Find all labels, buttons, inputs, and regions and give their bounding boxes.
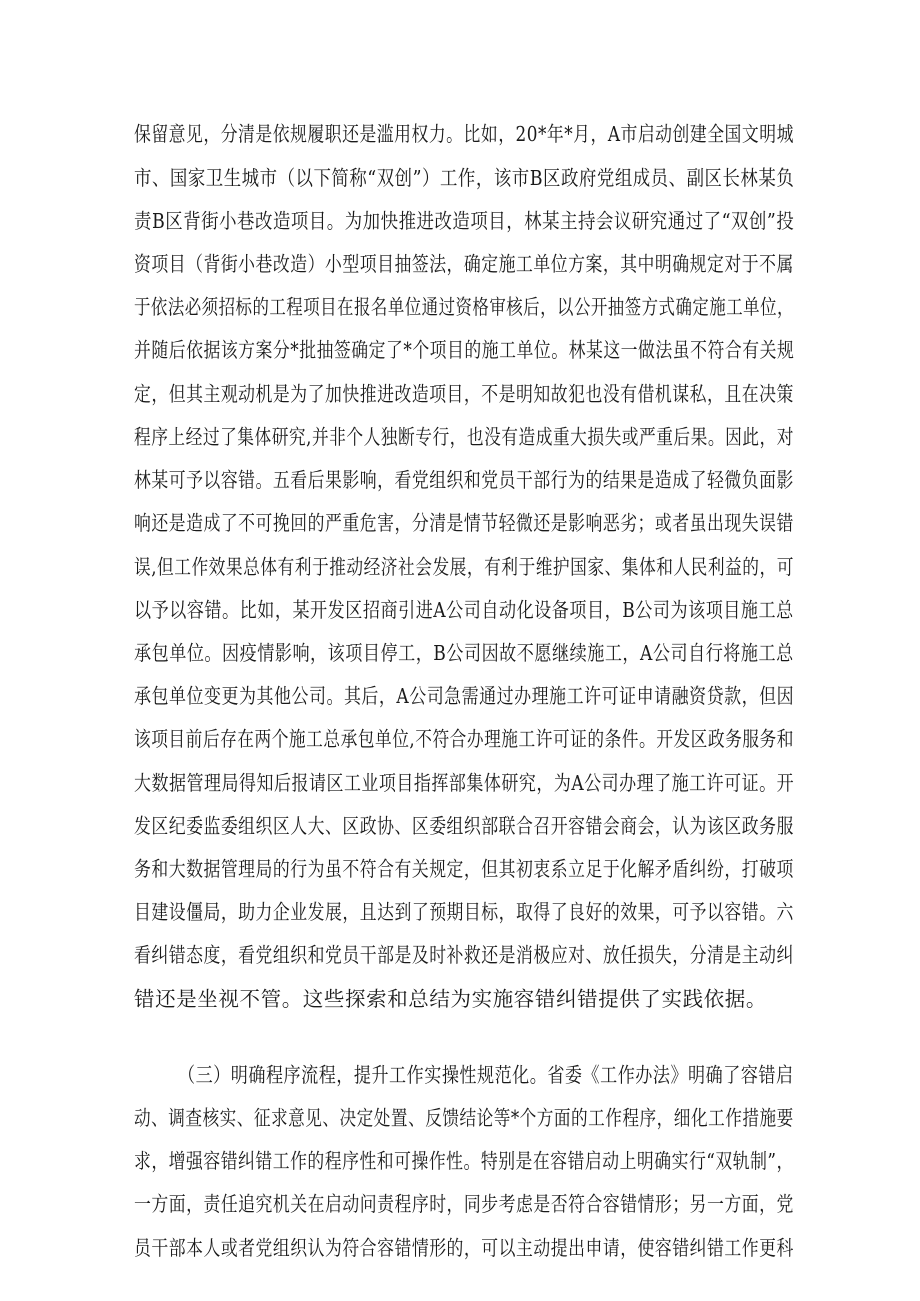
- text-line: 看纠错态度，看党组织和党员干部是及时补救还是消极应对、放任损失，分清是主动纠: [134, 943, 794, 967]
- text-line: 责B区背街小巷改造项目。为加快推进改造项目，林某主持会议研究通过了“双创”投: [134, 209, 795, 233]
- text-line: 并随后依据该方案分*批抽签确定了*个项目的施工单位。林某这一做法虽不符合有关规: [134, 338, 795, 362]
- text-line: 错还是坐视不管。这些探索和总结为实施容错纠错提供了实践依据。: [134, 987, 767, 1011]
- text-line: 程序上经过了集体研究,并非个人独断专行，也没有造成重大损失或严重后果。因此，对: [134, 425, 794, 449]
- text-line: 市、国家卫生城市（以下简称“双创”）工作，该市B区政府党组成员、副区长林某负: [134, 166, 795, 190]
- text-line: 员干部本人或者党组织认为符合容错情形的，可以主动提出申请，使容错纠错工作更科: [134, 1236, 794, 1260]
- text-line: 定，但其主观动机是为了加快推进改造项目，不是明知故犯也没有借机谋私，且在决策: [134, 382, 794, 406]
- text-line: 误,但工作效果总体有利于推动经济社会发展，有利于维护国家、集体和人民利益的，可: [134, 555, 794, 579]
- text-line: 发区纪委监委组织区人大、区政协、区委组织部联合召开容错会商会，认为该区政务服: [134, 814, 794, 838]
- text-line: 一方面，责任追究机关在启动问责程序时，同步考虑是否符合容错情形；另一方面，党: [134, 1192, 794, 1216]
- text-line: 响还是造成了不可挽回的严重危害，分清是情节轻微还是影响恶劣；或者虽出现失误错: [134, 511, 794, 535]
- text-line: 保留意见，分清是依规履职还是滥用权力。比如，20*年*月，A市启动创建全国文明城: [134, 122, 794, 146]
- text-line: 于依法必须招标的工程项目在报名单位通过资格审核后，以公开抽签方式确定施工单位，: [134, 295, 794, 319]
- text-line: 承包单位。因疫情影响，该项目停工，B公司因故不愿继续施工，A公司自行将施工总: [134, 641, 794, 665]
- text-line: 林某可予以容错。五看后果影响，看党组织和党员干部行为的结果是造成了轻微负面影: [134, 468, 794, 492]
- text-line: 动、调查核实、征求意见、决定处置、反馈结论等*个方面的工作程序，细化工作措施要: [134, 1106, 794, 1130]
- text-line: 大数据管理局得知后报请区工业项目指挥部集体研究，为A公司办理了施工许可证。开: [134, 771, 795, 795]
- text-line: 以予以容错。比如，某开发区招商引进A公司自动化设备项目，B公司为该项目施工总: [134, 598, 794, 622]
- text-line: （三）明确程序流程，提升工作实操性规范化。省委《工作办法》明确了容错启: [178, 1063, 794, 1087]
- text-line: 该项目前后存在两个施工总承包单位,不符合办理施工许可证的条件。开发区政务服务和: [134, 727, 794, 751]
- text-line: 资项目（背街小巷改造）小型项目抽签法，确定施工单位方案，其中明确规定对于不属: [134, 252, 794, 276]
- text-line: 承包单位变更为其他公司。其后，A公司急需通过办理施工许可证申请融资贷款，但因: [134, 684, 795, 708]
- text-line: 目建设僵局，助力企业发展，且达到了预期目标，取得了良好的效果，可予以容错。六: [134, 900, 794, 924]
- text-line: 务和大数据管理局的行为虽不符合有关规定，但其初衷系立足于化解矛盾纠纷，打破项: [134, 857, 794, 881]
- text-line: 求，增强容错纠错工作的程序性和可操作性。特别是在容错启动上明确实行“双轨制”，: [134, 1149, 794, 1173]
